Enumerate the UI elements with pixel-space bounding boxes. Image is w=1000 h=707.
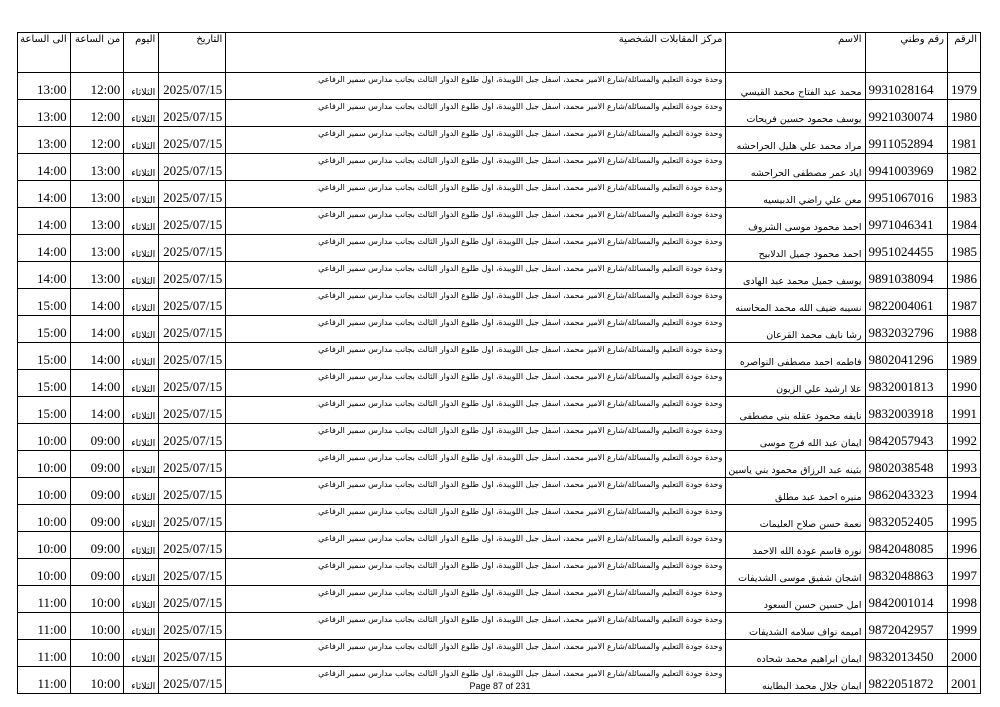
time-from-cell: 09:00: [70, 478, 124, 505]
row-number-cell: 1996: [948, 532, 981, 559]
interview-center-cell: وحدة جودة التعليم والمسائلة/شارع الامير محمد، اسفل جبل اللويبدة، اول طلوع الدوار الثالث بجانب مدارس سمير الرفاعي: [226, 532, 726, 559]
interview-day-cell: الثلاثاء: [124, 559, 159, 586]
national-id-cell: 9822004061: [865, 289, 947, 316]
interview-day-cell: الثلاثاء: [124, 667, 159, 694]
interview-date-cell: 2025/07/15: [159, 262, 226, 289]
time-to-cell: 10:00: [18, 451, 71, 478]
national-id-cell: 9951024455: [865, 235, 947, 262]
time-to-cell: 10:00: [18, 559, 71, 586]
header-date: التاريخ: [159, 33, 226, 73]
row-number-cell: 1998: [948, 586, 981, 613]
row-number-cell: 1999: [948, 613, 981, 640]
interview-center-cell: وحدة جودة التعليم والمسائلة/شارع الامير محمد، اسفل جبل اللويبدة، اول طلوع الدوار الثالث بجانب مدارس سمير الرفاعي: [226, 154, 726, 181]
table-row: [18, 640, 981, 667]
table-row: [18, 208, 981, 235]
time-to-cell: 10:00: [18, 424, 71, 451]
header-name: الاسم: [726, 33, 865, 73]
table-row: [18, 451, 981, 478]
interview-center-cell: وحدة جودة التعليم والمسائلة/شارع الامير محمد، اسفل جبل اللويبدة، اول طلوع الدوار الثالث بجانب مدارس سمير الرفاعي: [226, 73, 726, 100]
time-from-cell: 09:00: [70, 505, 124, 532]
applicant-name-cell: ايمان ابراهيم محمد شحاده: [726, 640, 865, 667]
interview-date-cell: 2025/07/15: [159, 100, 226, 127]
row-number-cell: 1989: [948, 343, 981, 370]
interview-day-cell: الثلاثاء: [124, 505, 159, 532]
row-number-cell: 2001: [948, 667, 981, 694]
interview-date-cell: 2025/07/15: [159, 235, 226, 262]
time-from-cell: 10:00: [70, 667, 124, 694]
row-number-cell: 1994: [948, 478, 981, 505]
interview-center-cell: وحدة جودة التعليم والمسائلة/شارع الامير محمد، اسفل جبل اللويبدة، اول طلوع الدوار الثالث بجانب مدارس سمير الرفاعي: [226, 100, 726, 127]
interview-center-cell: وحدة جودة التعليم والمسائلة/شارع الامير محمد، اسفل جبل اللويبدة، اول طلوع الدوار الثالث بجانب مدارس سمير الرفاعي: [226, 397, 726, 424]
row-number-cell: 1987: [948, 289, 981, 316]
interview-date-cell: 2025/07/15: [159, 586, 226, 613]
national-id-cell: 9941003969: [865, 154, 947, 181]
interview-day-cell: الثلاثاء: [124, 613, 159, 640]
interview-day-cell: الثلاثاء: [124, 208, 159, 235]
table-row: [18, 397, 981, 424]
interview-center-cell: وحدة جودة التعليم والمسائلة/شارع الامير محمد، اسفل جبل اللويبدة، اول طلوع الدوار الثالث بجانب مدارس سمير الرفاعي: [226, 181, 726, 208]
national-id-cell: 9822051872: [865, 667, 947, 694]
national-id-cell: 9802038548: [865, 451, 947, 478]
interview-day-cell: الثلاثاء: [124, 316, 159, 343]
time-from-cell: 14:00: [70, 397, 124, 424]
time-from-cell: 14:00: [70, 316, 124, 343]
time-from-cell: 13:00: [70, 181, 124, 208]
national-id-cell: 9842001014: [865, 586, 947, 613]
time-from-cell: 13:00: [70, 262, 124, 289]
interview-center-cell: وحدة جودة التعليم والمسائلة/شارع الامير محمد، اسفل جبل اللويبدة، اول طلوع الدوار الثالث بجانب مدارس سمير الرفاعي: [226, 262, 726, 289]
applicant-name-cell: محمد عبد الفتاح محمد القيسي: [726, 73, 865, 100]
applicant-name-cell: ايمان جلال محمد البطاينه: [726, 667, 865, 694]
time-from-cell: 10:00: [70, 586, 124, 613]
applicant-name-cell: رشا نايف محمد القرعان: [726, 316, 865, 343]
interview-center-cell: وحدة جودة التعليم والمسائلة/شارع الامير محمد، اسفل جبل اللويبدة، اول طلوع الدوار الثالث بجانب مدارس سمير الرفاعي: [226, 613, 726, 640]
applicant-name-cell: مراد محمد علي هليل الحراحشه: [726, 127, 865, 154]
interview-date-cell: 2025/07/15: [159, 505, 226, 532]
time-to-cell: 10:00: [18, 478, 71, 505]
national-id-cell: 9802041296: [865, 343, 947, 370]
row-number-cell: 1979: [948, 73, 981, 100]
national-id-cell: 9931028164: [865, 73, 947, 100]
time-from-cell: 12:00: [70, 127, 124, 154]
time-from-cell: 13:00: [70, 154, 124, 181]
interview-date-cell: 2025/07/15: [159, 397, 226, 424]
interview-date-cell: 2025/07/15: [159, 154, 226, 181]
table-body: [18, 73, 981, 694]
table-row: [18, 613, 981, 640]
interview-center-cell: وحدة جودة التعليم والمسائلة/شارع الامير محمد، اسفل جبل اللويبدة، اول طلوع الدوار الثالث بجانب مدارس سمير الرفاعي: [226, 505, 726, 532]
interview-day-cell: الثلاثاء: [124, 532, 159, 559]
national-id-cell: 9832032796: [865, 316, 947, 343]
time-from-cell: 12:00: [70, 73, 124, 100]
interview-center-cell: وحدة جودة التعليم والمسائلة/شارع الامير محمد، اسفل جبل اللويبدة، اول طلوع الدوار الثالث بجانب مدارس سمير الرفاعي: [226, 640, 726, 667]
national-id-cell: 9832052405: [865, 505, 947, 532]
table-row: [18, 127, 981, 154]
applicant-name-cell: امل حسين حسن السعود: [726, 586, 865, 613]
national-id-cell: 9911052894: [865, 127, 947, 154]
interview-center-cell: وحدة جودة التعليم والمسائلة/شارع الامير محمد، اسفل جبل اللويبدة، اول طلوع الدوار الثالث بجانب مدارس سمير الرفاعي: [226, 343, 726, 370]
time-to-cell: 14:00: [18, 208, 71, 235]
national-id-cell: 9891038094: [865, 262, 947, 289]
table-row: [18, 154, 981, 181]
row-number-cell: 1988: [948, 316, 981, 343]
row-number-cell: 1985: [948, 235, 981, 262]
table-row: [18, 235, 981, 262]
row-number-cell: 1984: [948, 208, 981, 235]
interview-center-cell: وحدة جودة التعليم والمسائلة/شارع الامير محمد، اسفل جبل اللويبدة، اول طلوع الدوار الثالث بجانب مدارس سمير الرفاعي: [226, 208, 726, 235]
applicant-name-cell: اياد عمر مصطفى الحراحشه: [726, 154, 865, 181]
national-id-cell: 9832013450: [865, 640, 947, 667]
national-id-cell: 9921030074: [865, 100, 947, 127]
national-id-cell: 9862043323: [865, 478, 947, 505]
time-to-cell: 11:00: [18, 586, 71, 613]
interview-day-cell: الثلاثاء: [124, 262, 159, 289]
national-id-cell: 9832003918: [865, 397, 947, 424]
table-row: [18, 316, 981, 343]
table-row: [18, 100, 981, 127]
interview-date-cell: 2025/07/15: [159, 316, 226, 343]
time-from-cell: 14:00: [70, 370, 124, 397]
time-from-cell: 09:00: [70, 559, 124, 586]
row-number-cell: 1992: [948, 424, 981, 451]
interview-day-cell: الثلاثاء: [124, 451, 159, 478]
row-number-cell: 1980: [948, 100, 981, 127]
time-to-cell: 13:00: [18, 100, 71, 127]
time-to-cell: 11:00: [18, 640, 71, 667]
table-header-row: [18, 33, 981, 73]
time-to-cell: 15:00: [18, 397, 71, 424]
applicant-name-cell: ايمان عبد الله فرج موسى: [726, 424, 865, 451]
interview-day-cell: الثلاثاء: [124, 181, 159, 208]
time-from-cell: 12:00: [70, 100, 124, 127]
interview-date-cell: 2025/07/15: [159, 127, 226, 154]
interview-center-cell: وحدة جودة التعليم والمسائلة/شارع الامير محمد، اسفل جبل اللويبدة، اول طلوع الدوار الثالث بجانب مدارس سمير الرفاعي: [226, 235, 726, 262]
time-to-cell: 15:00: [18, 343, 71, 370]
applicant-name-cell: يوسف جميل محمد عبد الهادى: [726, 262, 865, 289]
applicant-name-cell: منيره احمد عبد مطلق: [726, 478, 865, 505]
interview-date-cell: 2025/07/15: [159, 370, 226, 397]
interview-center-cell: وحدة جودة التعليم والمسائلة/شارع الامير محمد، اسفل جبل اللويبدة، اول طلوع الدوار الثالث بجانب مدارس سمير الرفاعي: [226, 586, 726, 613]
applicant-name-cell: اشجان شفيق موسى الشديفات: [726, 559, 865, 586]
row-number-cell: 1995: [948, 505, 981, 532]
header-day: اليوم: [124, 33, 159, 73]
table-row: [18, 370, 981, 397]
row-number-cell: 1990: [948, 370, 981, 397]
table-row: [18, 262, 981, 289]
interview-date-cell: 2025/07/15: [159, 478, 226, 505]
table-row: [18, 505, 981, 532]
interview-day-cell: الثلاثاء: [124, 640, 159, 667]
time-from-cell: 10:00: [70, 613, 124, 640]
interview-date-cell: 2025/07/15: [159, 667, 226, 694]
table-row: [18, 289, 981, 316]
time-to-cell: 13:00: [18, 73, 71, 100]
interview-schedule-table: [17, 32, 981, 694]
interview-center-cell: وحدة جودة التعليم والمسائلة/شارع الامير محمد، اسفل جبل اللويبدة، اول طلوع الدوار الثالث بجانب مدارس سمير الرفاعي: [226, 370, 726, 397]
applicant-name-cell: بثينه عبد الرزاق محمود بني ياسين: [726, 451, 865, 478]
national-id-cell: 9842048085: [865, 532, 947, 559]
time-to-cell: 15:00: [18, 370, 71, 397]
time-from-cell: 13:00: [70, 235, 124, 262]
interview-day-cell: الثلاثاء: [124, 586, 159, 613]
time-from-cell: 09:00: [70, 451, 124, 478]
table-row: [18, 424, 981, 451]
applicant-name-cell: نايفه محمود عقله بني مصطفى: [726, 397, 865, 424]
time-to-cell: 13:00: [18, 127, 71, 154]
row-number-cell: 1982: [948, 154, 981, 181]
interview-date-cell: 2025/07/15: [159, 343, 226, 370]
interview-day-cell: الثلاثاء: [124, 73, 159, 100]
row-number-cell: 2000: [948, 640, 981, 667]
interview-center-cell: وحدة جودة التعليم والمسائلة/شارع الامير محمد، اسفل جبل اللويبدة، اول طلوع الدوار الثالث بجانب مدارس سمير الرفاعي: [226, 451, 726, 478]
time-to-cell: 14:00: [18, 181, 71, 208]
time-from-cell: 14:00: [70, 289, 124, 316]
table-row: [18, 181, 981, 208]
applicant-name-cell: فاطمه احمد مصطفى النواصره: [726, 343, 865, 370]
interview-center-cell: وحدة جودة التعليم والمسائلة/شارع الامير محمد، اسفل جبل اللويبدة، اول طلوع الدوار الثالث بجانب مدارس سمير الرفاعي: [226, 667, 726, 694]
interview-day-cell: الثلاثاء: [124, 397, 159, 424]
header-national-id: رقم وطني: [865, 33, 947, 73]
header-to: الى الساعة: [18, 33, 71, 73]
interview-center-cell: وحدة جودة التعليم والمسائلة/شارع الامير محمد، اسفل جبل اللويبدة، اول طلوع الدوار الثالث بجانب مدارس سمير الرفاعي: [226, 289, 726, 316]
applicant-name-cell: احمد محمود جميل الدلابيح: [726, 235, 865, 262]
interview-date-cell: 2025/07/15: [159, 181, 226, 208]
national-id-cell: 9872042957: [865, 613, 947, 640]
time-to-cell: 14:00: [18, 154, 71, 181]
interview-center-cell: وحدة جودة التعليم والمسائلة/شارع الامير محمد، اسفل جبل اللويبدة، اول طلوع الدوار الثالث بجانب مدارس سمير الرفاعي: [226, 127, 726, 154]
interview-center-cell: وحدة جودة التعليم والمسائلة/شارع الامير محمد، اسفل جبل اللويبدة، اول طلوع الدوار الثالث بجانب مدارس سمير الرفاعي: [226, 559, 726, 586]
row-number-cell: 1981: [948, 127, 981, 154]
time-to-cell: 14:00: [18, 235, 71, 262]
interview-center-cell: وحدة جودة التعليم والمسائلة/شارع الامير محمد، اسفل جبل اللويبدة، اول طلوع الدوار الثالث بجانب مدارس سمير الرفاعي: [226, 316, 726, 343]
applicant-name-cell: علا ارشيد علي الزيون: [726, 370, 865, 397]
row-number-cell: 1986: [948, 262, 981, 289]
applicant-name-cell: نعمة حسن صلاح العليمات: [726, 505, 865, 532]
applicant-name-cell: اميمه نواف سلامه الشديفات: [726, 613, 865, 640]
interview-day-cell: الثلاثاء: [124, 289, 159, 316]
interview-day-cell: الثلاثاء: [124, 127, 159, 154]
interview-date-cell: 2025/07/15: [159, 289, 226, 316]
interview-day-cell: الثلاثاء: [124, 478, 159, 505]
time-to-cell: 10:00: [18, 505, 71, 532]
applicant-name-cell: معن علي راضي الدبيسيه: [726, 181, 865, 208]
national-id-cell: 9842057943: [865, 424, 947, 451]
time-from-cell: 14:00: [70, 343, 124, 370]
interview-date-cell: 2025/07/15: [159, 208, 226, 235]
interview-day-cell: الثلاثاء: [124, 235, 159, 262]
row-number-cell: 1997: [948, 559, 981, 586]
table-row: [18, 343, 981, 370]
interview-date-cell: 2025/07/15: [159, 451, 226, 478]
applicant-name-cell: نسيبه ضيف الله محمد المحاسنه: [726, 289, 865, 316]
time-from-cell: 13:00: [70, 208, 124, 235]
time-from-cell: 09:00: [70, 424, 124, 451]
applicant-name-cell: يوسف محمود حسين فريحات: [726, 100, 865, 127]
interview-date-cell: 2025/07/15: [159, 532, 226, 559]
page-number: Page 87 of 231: [469, 681, 531, 691]
interview-center-cell: وحدة جودة التعليم والمسائلة/شارع الامير محمد، اسفل جبل اللويبدة، اول طلوع الدوار الثالث بجانب مدارس سمير الرفاعي: [226, 424, 726, 451]
time-to-cell: 11:00: [18, 613, 71, 640]
interview-day-cell: الثلاثاء: [124, 343, 159, 370]
interview-date-cell: 2025/07/15: [159, 613, 226, 640]
time-to-cell: 15:00: [18, 316, 71, 343]
schedule-table-container: [17, 32, 981, 694]
interview-date-cell: 2025/07/15: [159, 559, 226, 586]
time-to-cell: 10:00: [18, 532, 71, 559]
time-to-cell: 11:00: [18, 667, 71, 694]
interview-day-cell: الثلاثاء: [124, 424, 159, 451]
time-from-cell: 09:00: [70, 532, 124, 559]
time-from-cell: 10:00: [70, 640, 124, 667]
national-id-cell: 9971046341: [865, 208, 947, 235]
national-id-cell: 9832048863: [865, 559, 947, 586]
row-number-cell: 1983: [948, 181, 981, 208]
table-row: [18, 478, 981, 505]
time-to-cell: 14:00: [18, 262, 71, 289]
interview-day-cell: الثلاثاء: [124, 100, 159, 127]
national-id-cell: 9951067016: [865, 181, 947, 208]
table-row: [18, 532, 981, 559]
header-center: مركز المقابلات الشخصية: [226, 33, 726, 73]
table-row: [18, 73, 981, 100]
interview-day-cell: الثلاثاء: [124, 370, 159, 397]
interview-date-cell: 2025/07/15: [159, 424, 226, 451]
header-num: الرقم: [948, 33, 981, 73]
row-number-cell: 1993: [948, 451, 981, 478]
header-from: من الساعة: [70, 33, 124, 73]
applicant-name-cell: نوره قاسم عودة الله الاحمد: [726, 532, 865, 559]
table-row: [18, 586, 981, 613]
table-row: [18, 559, 981, 586]
interview-day-cell: الثلاثاء: [124, 154, 159, 181]
interview-center-cell: وحدة جودة التعليم والمسائلة/شارع الامير محمد، اسفل جبل اللويبدة، اول طلوع الدوار الثالث بجانب مدارس سمير الرفاعي: [226, 478, 726, 505]
interview-date-cell: 2025/07/15: [159, 640, 226, 667]
national-id-cell: 9832001813: [865, 370, 947, 397]
interview-date-cell: 2025/07/15: [159, 73, 226, 100]
row-number-cell: 1991: [948, 397, 981, 424]
applicant-name-cell: احمد محمود موسى الشروف: [726, 208, 865, 235]
time-to-cell: 15:00: [18, 289, 71, 316]
